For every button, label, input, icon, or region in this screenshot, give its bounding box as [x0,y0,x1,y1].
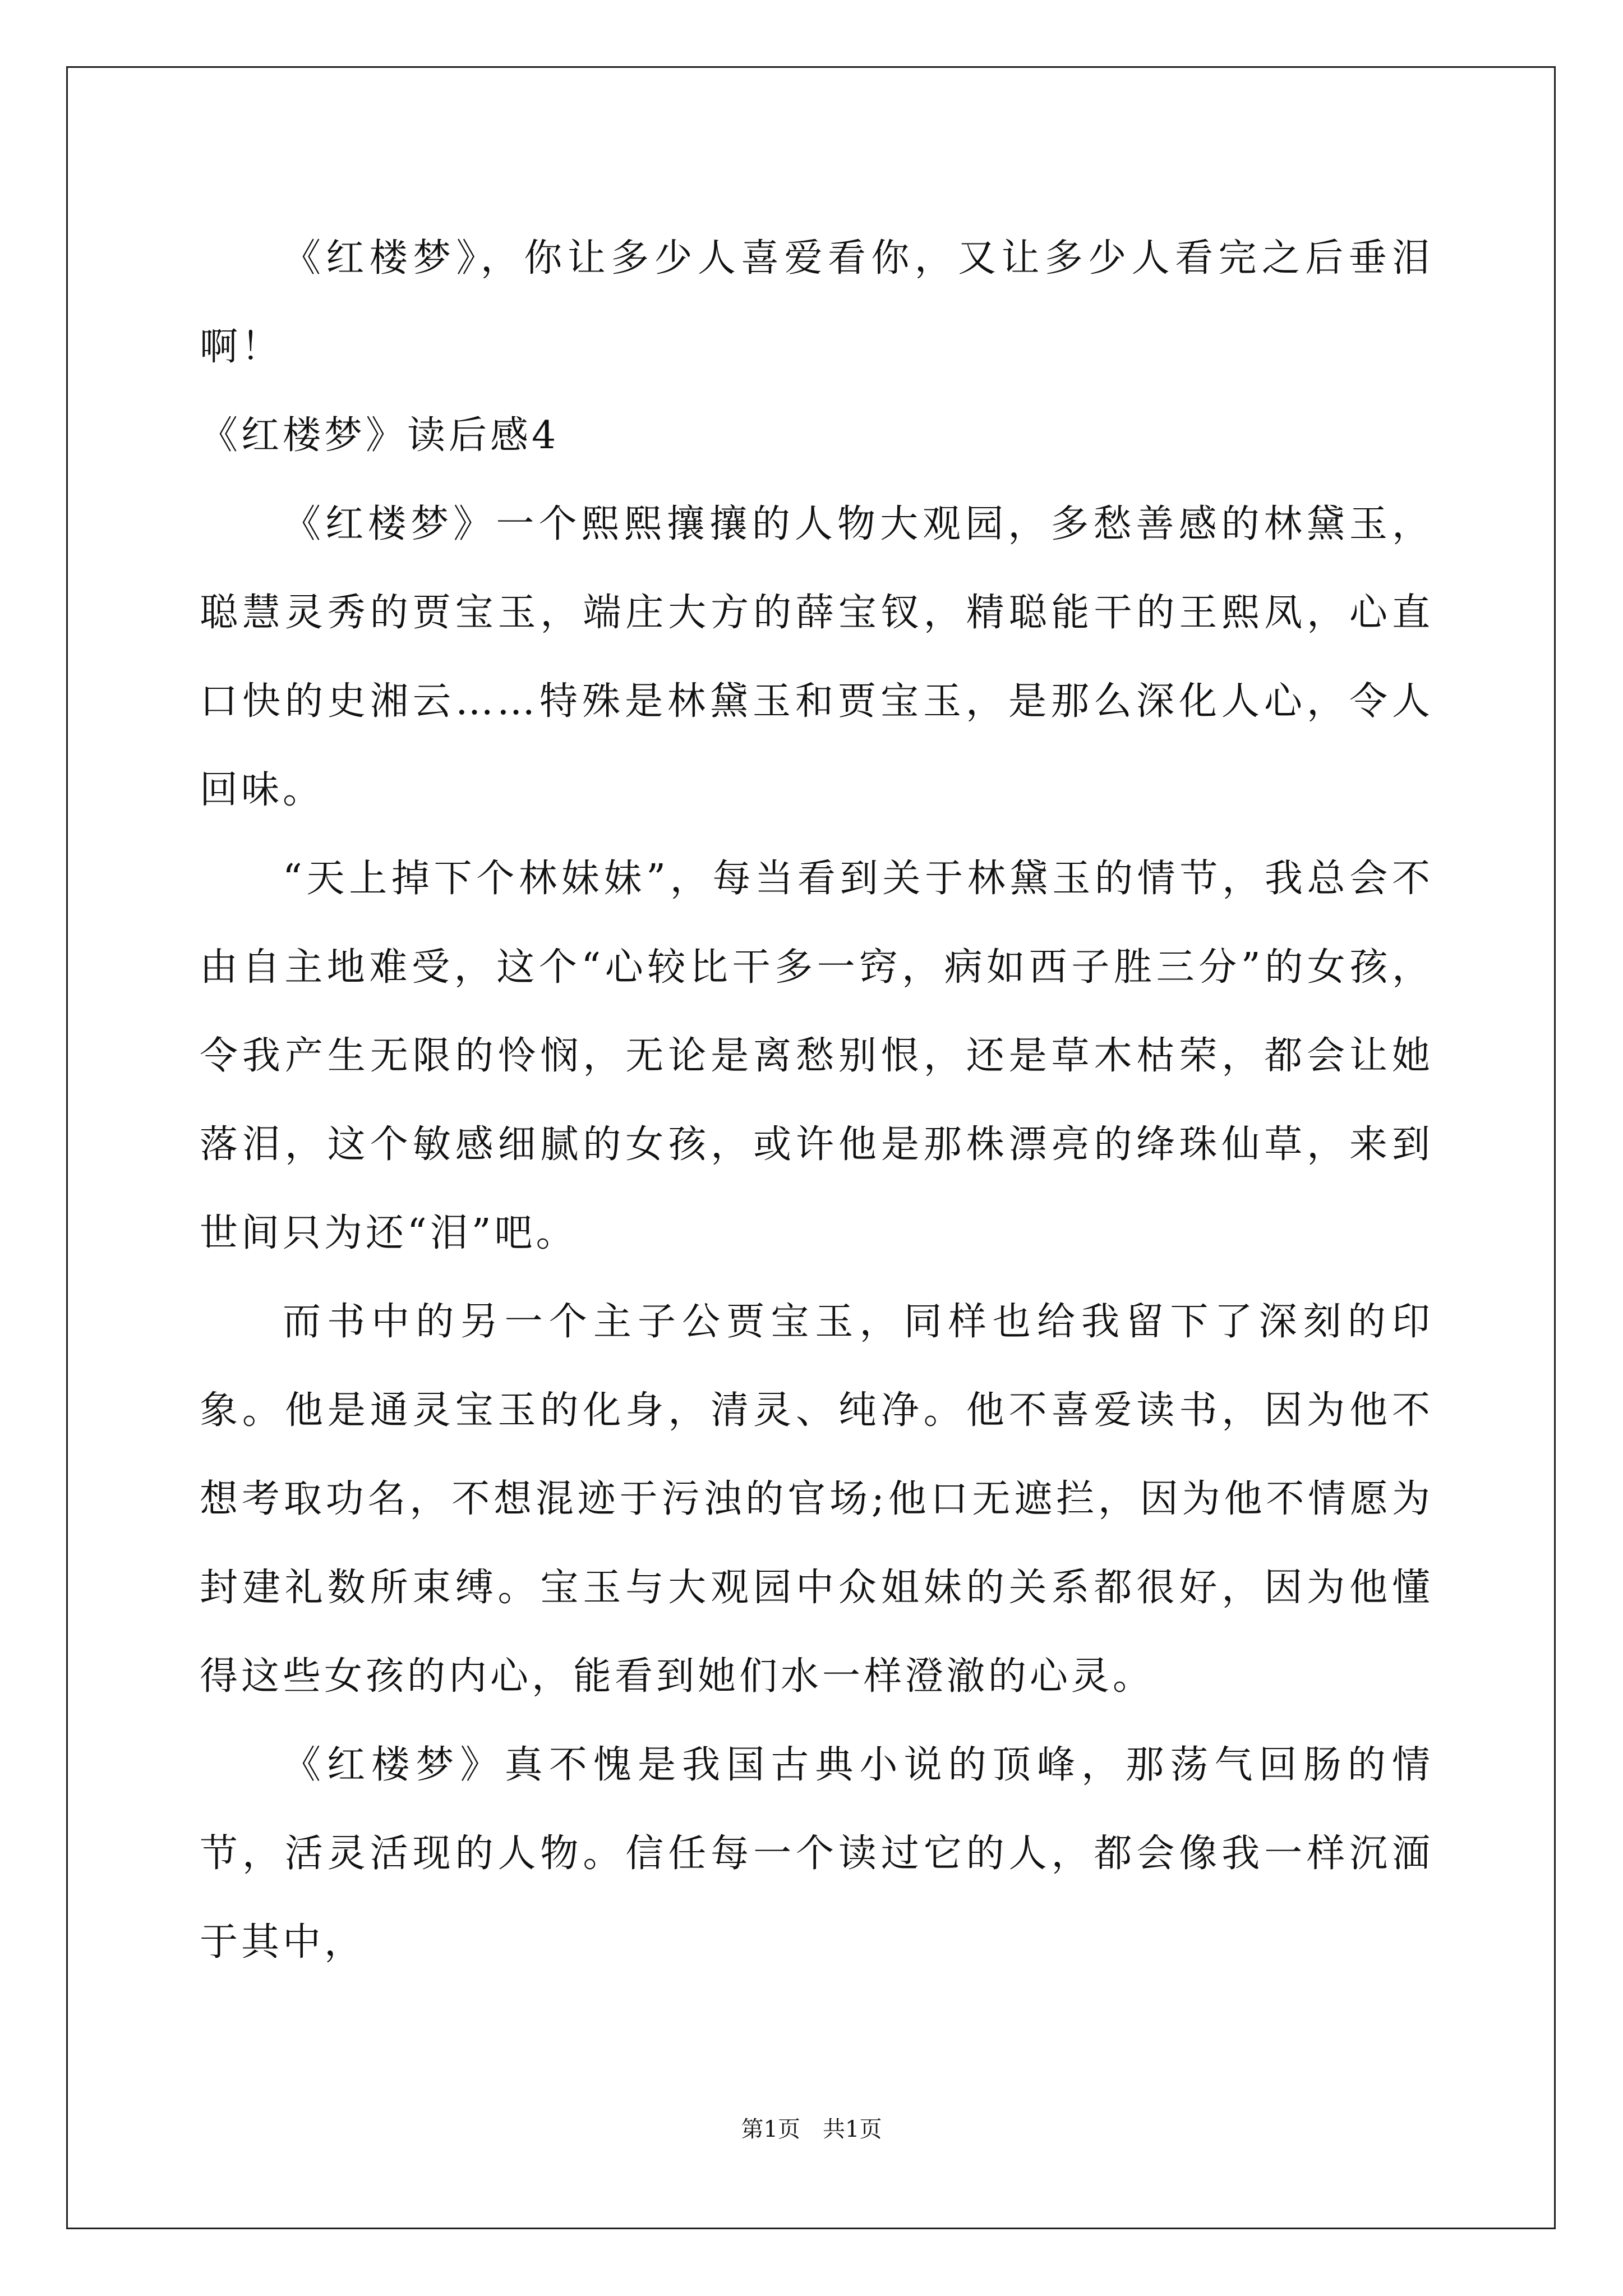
page-number: 第1页 [741,2116,800,2142]
paragraph-conclusion: 《红楼梦》真不愧是我国古典小说的顶峰，那荡气回肠的情节，活灵活现的人物。信任每一个读过它的人，都会像我一样沉湎于其中， [200,1743,1433,1964]
section-heading: 《红楼梦》读后感4 [200,413,560,458]
document-body [200,214,1433,1987]
paragraph-characters: 《红楼梦》一个熙熙攘攘的人物大观园，多愁善感的林黛玉，聪慧灵秀的贾宝玉，端庄大方的薛宝钗，精聪能干的王熙凤，心直口快的史湘云……特殊是林黛玉和贾宝玉，是那么深化人心，令人回味。 [200,502,1433,812]
paragraph-intro-closing: 《红楼梦》，你让多少人喜爱看你，又让多少人看完之后垂泪啊！ [200,236,1433,369]
page-footer [0,2113,1623,2146]
paragraph-jia-baoyu: 而书中的另一个主子公贾宝玉，同样也给我留下了深刻的印象。他是通灵宝玉的化身，清灵、纯净。他不喜爱读书，因为他不想考取功名，不想混迹于污浊的官场;他口无遮拦，因为他不情愿为封建礼数所束缚。宝玉与大观园中众姐妹的关系都很好，因为他懂得这些女孩的内心，能看到她们水一样澄澈的心灵。 [200,1300,1433,1699]
total-pages: 共1页 [823,2116,882,2142]
paragraph-lin-daiyu: “天上掉下个林妹妹”，每当看到关于林黛玉的情节，我总会不由自主地难受，这个“心较比干多一窍，病如西子胜三分”的女孩，令我产生无限的怜悯，无论是离愁别恨，还是草木枯荣，都会让她落泪，这个敏感细腻的女孩，或许他是那株漂亮的绛珠仙草，来到世间只为还“泪”吧。 [200,857,1433,1255]
